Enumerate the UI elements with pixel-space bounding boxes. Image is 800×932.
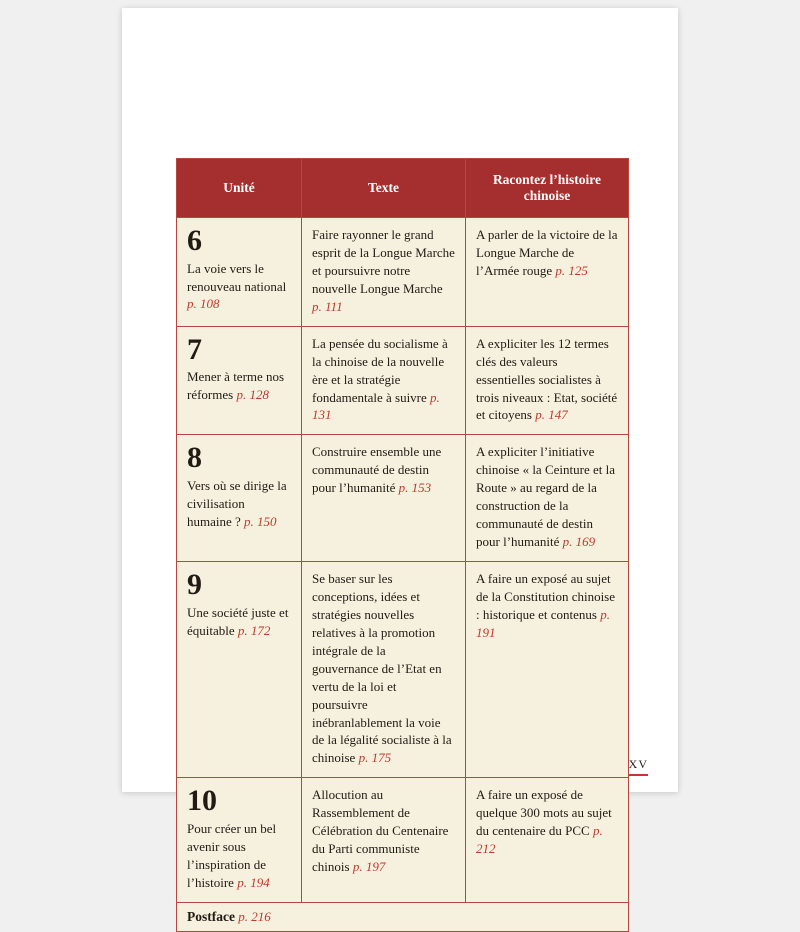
page-reference: p. 128 — [236, 387, 269, 403]
racontez-cell — [466, 326, 629, 435]
postface-cell — [177, 902, 629, 932]
texte-text: Construire ensemble une communauté de destin pour l’humanité — [312, 444, 442, 496]
page-reference: p. 169 — [562, 534, 596, 550]
column-header-texte: Texte — [302, 159, 466, 218]
page-reference: p. 216 — [238, 908, 271, 924]
texte-text: Se baser sur les conceptions, idées et stratégies nouvelles relatives à la promotion intégrale de la gouvernance de l’Etat en vertu de la loi et poursuivre inébranlablement la voie de la légalité socialiste à la chinoise — [312, 571, 452, 766]
texte-cell — [302, 326, 466, 435]
unit-title-text: Vers où se dirige la civilisation humaine ? — [187, 477, 287, 529]
unit-title — [187, 260, 291, 314]
page-reference: p. 212 — [476, 823, 603, 857]
unit-title — [187, 477, 291, 531]
page-reference: p. 108 — [187, 296, 220, 312]
racontez-cell — [466, 218, 629, 327]
page-reference: p. 147 — [535, 407, 568, 423]
racontez-text: A expliciter l’initiative chinoise « la Ceinture et la Route » au regard de la construction de la communauté de destin pour l’humanité — [476, 444, 615, 550]
texte-cell — [302, 778, 466, 902]
unit-number: 7 — [187, 332, 202, 366]
unit-number: 6 — [187, 224, 202, 257]
racontez-text: A faire un exposé de quelque 300 mots au sujet du centenaire du PCC — [476, 787, 612, 839]
page-reference: p. 153 — [398, 480, 432, 496]
postface-label: Postface — [187, 908, 235, 924]
unit-cell — [177, 435, 302, 562]
folio — [629, 757, 648, 776]
page-reference: p. 111 — [312, 298, 343, 314]
unit-number: 9 — [187, 568, 202, 601]
texte-cell — [302, 218, 466, 327]
racontez-text: A parler de la victoire de la Longue Marche de l’Armée rouge — [476, 227, 618, 278]
page-reference: p. 131 — [312, 389, 440, 423]
texte-text: La pensée du socialisme à la chinoise de la nouvelle ère et la stratégie fondamentale à suivre — [312, 335, 448, 405]
unit-cell — [177, 218, 302, 327]
texte-cell — [302, 562, 466, 778]
unit-number: 8 — [187, 441, 202, 475]
unit-title-text: Mener à terme nos réformes — [187, 369, 285, 403]
table-row — [177, 326, 629, 435]
page-reference: p. 191 — [476, 606, 610, 640]
unit-title-text: Une société juste et équitable — [187, 604, 289, 638]
table-row — [177, 778, 629, 902]
unit-title — [187, 368, 291, 404]
column-header-racontez: Racontez l’histoire chinoise — [466, 159, 629, 218]
unit-title — [187, 820, 291, 892]
folio-rule — [629, 774, 648, 776]
page-reference: p. 150 — [244, 513, 277, 529]
texte-text: Allocution au Rassemblement de Célébration du Centenaire du Parti communiste chinois — [312, 787, 449, 875]
folio-text: XV — [628, 757, 648, 771]
unit-title-text: La voie vers le renouveau national — [187, 260, 287, 294]
header-row — [177, 159, 629, 218]
contents-table — [176, 158, 629, 932]
unit-cell — [177, 562, 302, 778]
page-reference: p. 197 — [352, 859, 386, 875]
page-reference: p. 125 — [555, 262, 588, 278]
page-reference: p. 175 — [358, 750, 392, 766]
texte-text: Faire rayonner le grand esprit de la Longue Marche et poursuivre notre nouvelle Longue Marche — [312, 227, 455, 296]
racontez-text: A expliciter les 12 termes clés des valeurs essentielles socialistes à trois niveaux : Etat, société et citoyens — [476, 335, 618, 423]
racontez-cell — [466, 562, 629, 778]
racontez-text: A faire un exposé au sujet de la Constitution chinoise : historique et contenus — [476, 571, 616, 622]
unit-cell — [177, 778, 302, 902]
racontez-cell — [466, 778, 629, 902]
column-header-unite: Unité — [177, 159, 302, 218]
racontez-cell — [466, 435, 629, 562]
book-page — [122, 8, 678, 924]
table-row — [177, 435, 629, 562]
table-row — [177, 218, 629, 327]
unit-title-text: Pour créer un bel avenir sous l’inspiration de l’histoire — [187, 820, 277, 890]
unit-cell — [177, 326, 302, 435]
table-row — [177, 562, 629, 778]
unit-title — [187, 604, 291, 640]
page-reference: p. 194 — [237, 874, 270, 890]
texte-cell — [302, 435, 466, 562]
postface-row — [177, 902, 629, 932]
page-reference: p. 172 — [237, 622, 271, 638]
unit-number: 10 — [187, 784, 217, 818]
